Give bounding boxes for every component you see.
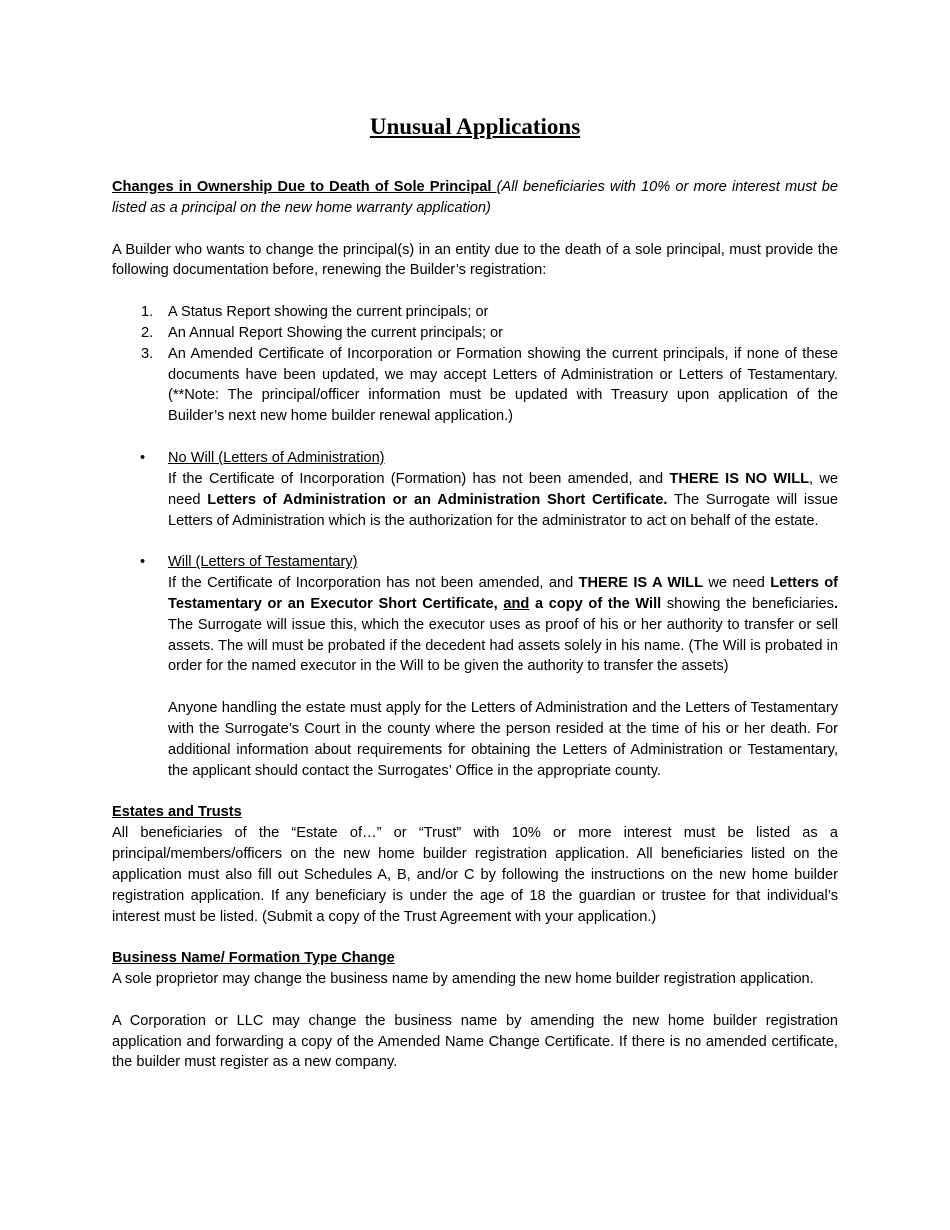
documentation-list: [112, 302, 838, 427]
will-text: If the Certificate of Incorporation has not been amended, and THERE IS A WILL we need Letters of Testamentary or an Executor Short Certificate, and a copy of the Will showing the beneficiaries. The Surrogate will issue this, which the executor uses as proof of his or her authority to transfer or sell assets. The will must be probated if the decedent had assets solely in his name. (The Will is probated in order for the named executor in the Will to be given the authority to transfer the assets): [168, 575, 838, 675]
list-item: 2. An Annual Report Showing the current principals; or: [141, 324, 504, 341]
business-paragraph-2: A Corporation or LLC may change the business name by amending the new home builder registration application and forwarding a copy of the Amended Name Change Certificate. If there is no amended certificate, the builder must register as a new company.: [112, 1012, 838, 1071]
ownership-note: (All beneficiaries with 10% or more interest must be listed as a principal on the new home warranty application): [112, 179, 838, 216]
bullet-icon: •: [140, 554, 146, 571]
list-item: 3. An Amended Certificate of Incorporation or Formation showing the current principals, if none of these documents have been updated, we may accept Letters of Administration or Letters of Testamentary. (**Note: The principal/officer information must be updated with Treasury upon application of the Builder’s next new home builder renewal application.): [141, 345, 838, 425]
bullet-icon: •: [140, 449, 146, 466]
business-heading: Business Name/ Formation Type Change: [112, 950, 395, 967]
estates-text: All beneficiaries of the “Estate of…” or “Trust” with 10% or more interest must be listed as a principal/members/officers on the new home builder registration application. All beneficiaries listed on the application must also fill out Schedules A, B, and/or C by following the instructions on the new home builder registration application. If any beneficiary is under the age of 18 the guardian or trustee for that individual’s interest must be listed. (Submit a copy of the Trust Agreement with your application.): [112, 825, 838, 925]
ownership-heading-paragraph: [112, 177, 838, 219]
list-item: 1. A Status Report showing the current principals; or: [141, 304, 489, 321]
ownership-heading: Changes in Ownership Due to Death of Sole Principal: [112, 179, 497, 195]
will-item: [140, 552, 838, 781]
surrogate-court-paragraph: Anyone handling the estate must apply for the Letters of Administration and the Letters of Testamentary with the Surrogate’s Court in the county where the person resided at the time of his or her death. For additional information about requirements for obtaining the Letters of Administration or Testamentary, the applicant should contact the Surrogates’ Office in the appropriate county.: [168, 700, 838, 779]
estates-heading: Estates and Trusts: [112, 804, 242, 821]
page-title: Unusual Applications: [369, 114, 581, 139]
ownership-intro: A Builder who wants to change the principal(s) in an entity due to the death of a sole principal, must provide the following documentation before, renewing the Builder’s registration:: [112, 241, 838, 279]
will-heading: Will (Letters of Testamentary): [168, 554, 358, 571]
will-cases-list: [112, 448, 838, 782]
no-will-item: [140, 448, 839, 531]
business-paragraph-1: A sole proprietor may change the business name by amending the new home builder registration application.: [112, 971, 814, 988]
gap: [168, 531, 838, 552]
no-will-heading: No Will (Letters of Administration): [168, 449, 385, 466]
no-will-text: If the Certificate of Incorporation (Formation) has not been amended, and THERE IS NO WILL, we need Letters of Administration or an Administration Short Certificate. The Surrogate will issue Letters of Administration which is the authorization for the administrator to act on behalf of the estate.: [168, 470, 839, 529]
